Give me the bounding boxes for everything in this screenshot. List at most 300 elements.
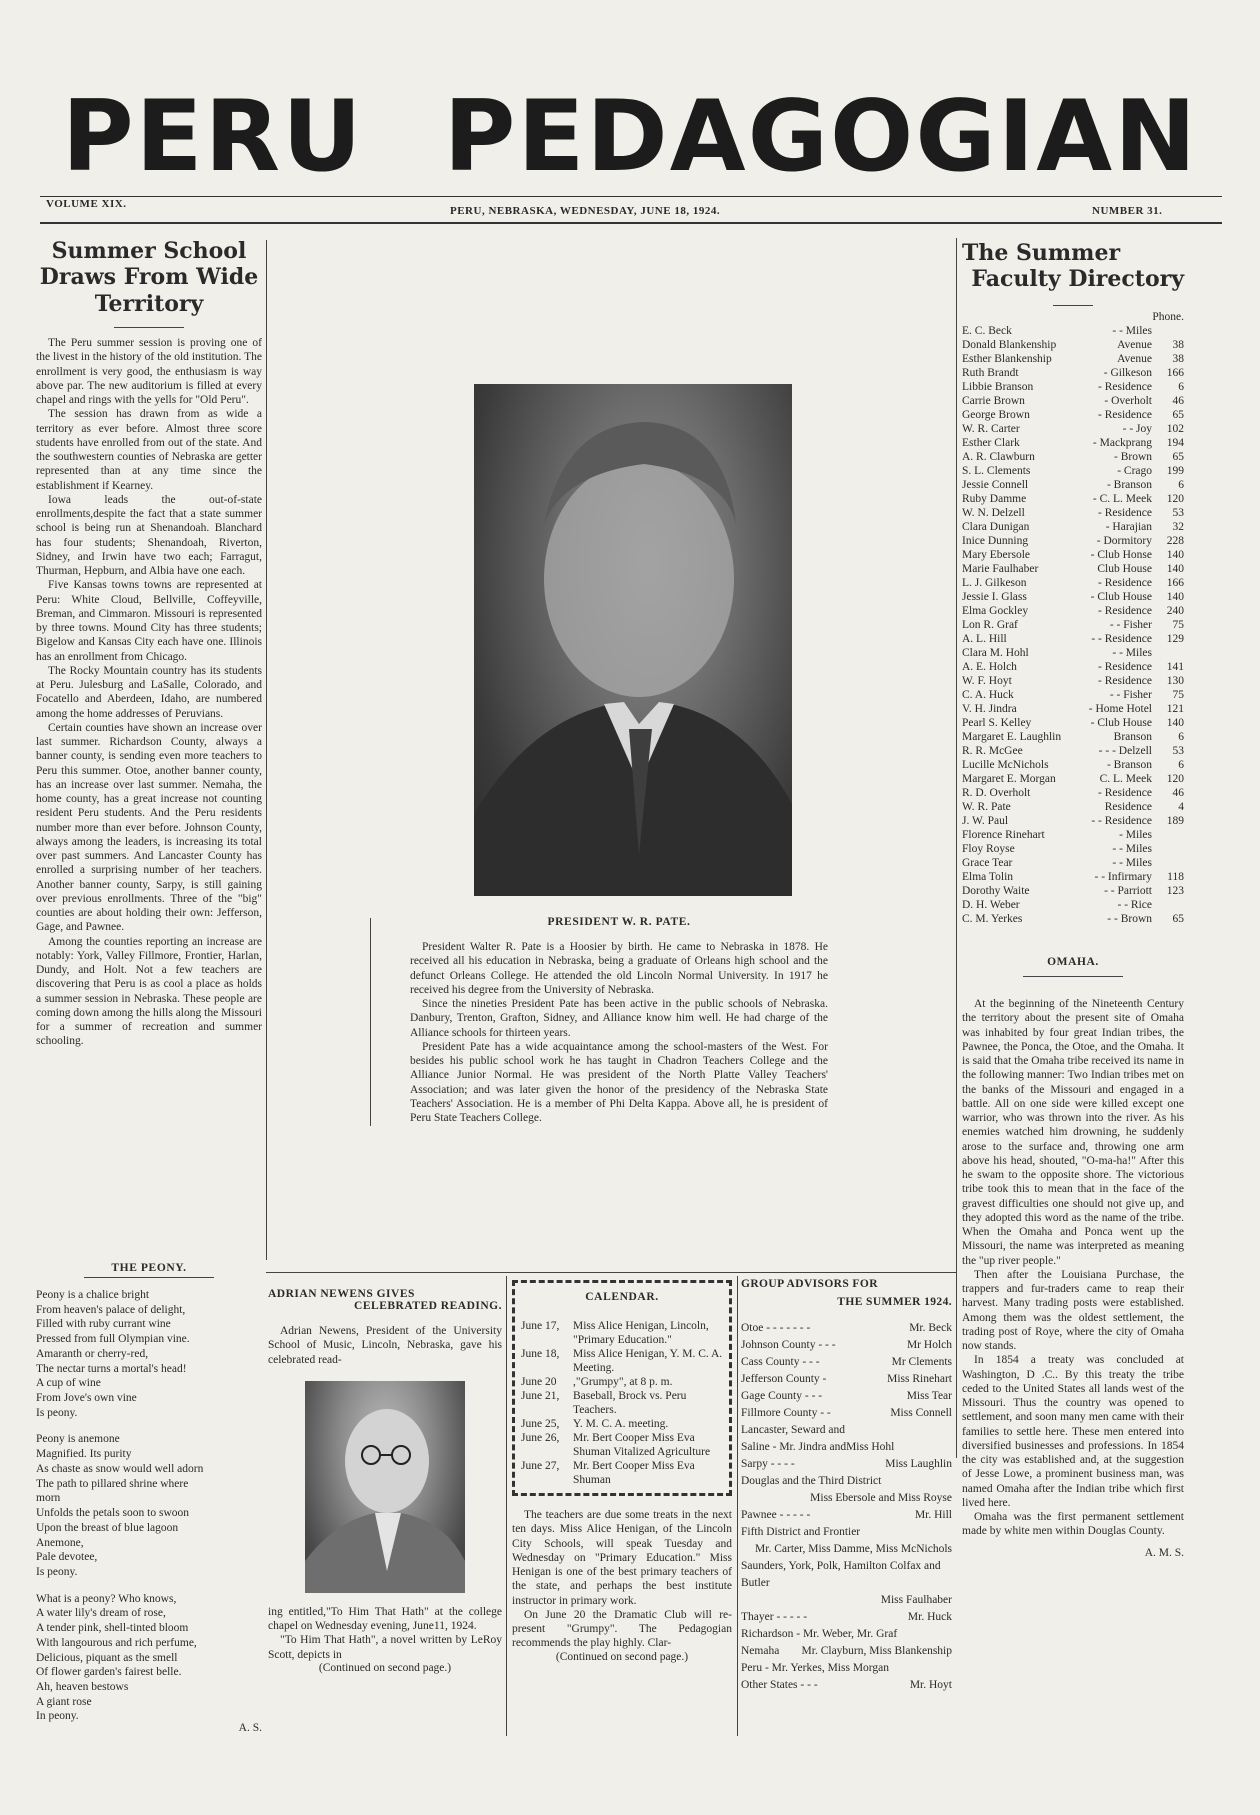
directory-location: - - Residence (1091, 632, 1152, 645)
faculty-directory (962, 240, 1184, 926)
directory-location: - - Fisher (1109, 618, 1152, 631)
advisor-row (741, 1524, 952, 1541)
peony-line: Peony is a chalice bright (36, 1289, 150, 1301)
directory-row (962, 870, 1184, 884)
directory-row (962, 702, 1184, 716)
directory-phone (1158, 842, 1184, 856)
advisor-row (741, 1456, 952, 1473)
advisor-row (741, 1609, 952, 1626)
advisor-row (741, 1320, 952, 1337)
advisors-list (741, 1320, 952, 1694)
directory-row (962, 800, 1184, 814)
directory-phone: 120 (1166, 492, 1184, 505)
advisor-name: Mr. Carter, Miss Damme, Miss McNichols (755, 1543, 952, 1555)
omaha-paragraph: In 1854 a treaty was concluded at Washington, D .C.. By this treaty the tribe ceded to the United States all lands west of the Missouri. Thus the country was opened to settlement, and soon many men came with their families to settle here. These men entered into diversified businesses and professions. In 1854 the city was established and, at the suggestion of Jesse Lowe, a prominent business man, was named Omaha after the Indian tribe which first lived here. (962, 1354, 1184, 1509)
directory-name: W. N. Delzell (962, 506, 1025, 519)
directory-phone: 75 (1172, 688, 1184, 701)
advisor-name: Miss Faulhaber (880, 1594, 952, 1606)
calendar-date: June 20 (521, 1376, 557, 1388)
directory-row (962, 618, 1184, 632)
directory-location: - Club Honse (1090, 548, 1152, 561)
peony-line: Anemone, (36, 1536, 84, 1549)
directory-phone: 6 (1178, 730, 1184, 743)
directory-phone (1158, 828, 1184, 842)
directory-name: Lucille McNichols (962, 758, 1049, 771)
directory-row (962, 422, 1184, 436)
directory-name: V. H. Jindra (962, 702, 1017, 715)
divider-calendar-advisors (737, 1276, 738, 1736)
directory-row (962, 856, 1184, 870)
calendar-event: Mr. Bert Cooper Miss Eva Shuman Vitalized Agriculture (573, 1432, 711, 1458)
directory-location: Avenue (1117, 352, 1152, 365)
advisor-group: Otoe - - - - - - - (741, 1322, 811, 1334)
peony-line: The nectar turns a mortal's head! (36, 1362, 187, 1375)
advisor-group: Jefferson County - (741, 1373, 827, 1385)
peony-line: Pressed from full Olympian vine. (36, 1333, 190, 1346)
peony-line: A tender pink, shell-tinted bloom (36, 1622, 189, 1635)
directory-phone: 32 (1172, 520, 1184, 533)
pate-paragraph: President Walter R. Pate is a Hoosier by birth. He came to Nebraska in 1878. He received all his education in Nebraska, being a graduate of Orleans high school and the defunct Orleans College. He attended the old Lincoln Normal University. In 1917 he received his degree from the University of Nebraska. (410, 941, 828, 996)
directory-phone: 75 (1172, 618, 1184, 631)
directory-phone: 4 (1178, 800, 1184, 813)
directory-location: - C. L. Meek (1092, 492, 1152, 505)
peony-stanza (36, 1432, 262, 1579)
directory-row (962, 884, 1184, 898)
directory-name: R. D. Overholt (962, 786, 1031, 799)
advisor-group: Lancaster, Seward and (741, 1424, 845, 1436)
directory-name: Lon R. Graf (962, 618, 1018, 631)
advisor-name: Miss Laughlin (885, 1458, 952, 1470)
directory-name: Pearl S. Kelley (962, 716, 1032, 729)
president-pate-photo (474, 384, 792, 896)
directory-row (962, 674, 1184, 688)
masthead-rule-top (40, 196, 1222, 197)
directory-name: Elma Gockley (962, 604, 1029, 617)
directory-row (962, 394, 1184, 408)
summer-school-paragraph: Iowa leads the out-of-state enrollments,despite the fact that a state summer school is being run at Shenandoah. Blanchard has four students; Shenandoah, Riverton, Sidney, and Irwin have two each; Farragut, Thurman, Hepburn, and Albia have one each. (36, 493, 262, 578)
advisor-row (741, 1490, 952, 1507)
directory-phone: 228 (1166, 534, 1184, 547)
directory-row (962, 660, 1184, 674)
peony-title: THE PEONY. (111, 1262, 187, 1274)
peony-line: From heaven's palace of delight, (36, 1303, 186, 1316)
advisors-title-line2: THE SUMMER 1924. (837, 1296, 952, 1308)
omaha-title: OMAHA. (1047, 956, 1099, 968)
directory-name: C. A. Huck (962, 688, 1014, 701)
directory-name: Donald Blankenship (962, 338, 1057, 351)
directory-phone: 166 (1166, 576, 1184, 589)
calendar-date: June 26, (521, 1432, 560, 1444)
directory-phone: 53 (1172, 744, 1184, 757)
newens-article (268, 1288, 502, 1674)
directory-row (962, 562, 1184, 576)
directory-location: - Branson (1106, 478, 1152, 491)
directory-name: Esther Blankenship (962, 352, 1052, 365)
directory-phone: 120 (1166, 772, 1184, 785)
advisor-group: Thayer - - - - - (741, 1611, 808, 1623)
calendar-title: CALENDAR. (585, 1291, 659, 1303)
directory-row (962, 338, 1184, 352)
directory-phone: 194 (1166, 436, 1184, 449)
calendar-box (512, 1280, 732, 1496)
summer-school-body (36, 336, 262, 1049)
directory-phone: 102 (1166, 422, 1184, 435)
directory-location: - - Parriott (1104, 884, 1152, 897)
directory-row (962, 814, 1184, 828)
masthead (0, 80, 1260, 194)
directory-name: Clara Dunigan (962, 520, 1030, 533)
directory-phone: 38 (1172, 338, 1184, 351)
directory-row (962, 352, 1184, 366)
calendar-entry (521, 1347, 723, 1375)
directory-name: Inice Dunning (962, 534, 1029, 547)
calendar-event: Baseball, Brock vs. Peru Teachers. (573, 1390, 687, 1416)
advisor-group: Sarpy - - - - (741, 1458, 795, 1470)
calendar-event: Miss Alice Henigan, Y. M. C. A. Meeting. (573, 1348, 723, 1374)
directory-row (962, 604, 1184, 618)
directory-location: - Residence (1098, 576, 1152, 589)
directory-name: Carrie Brown (962, 394, 1025, 407)
column-divider-right (956, 238, 957, 1458)
directory-location: - Mackprang (1092, 436, 1152, 449)
directory-row (962, 436, 1184, 450)
calendar-entry (521, 1389, 723, 1417)
directory-row (962, 744, 1184, 758)
advisor-name: Mr Clements (891, 1356, 952, 1368)
directory-name: Grace Tear (962, 856, 1013, 869)
directory-location: - - Joy (1122, 422, 1152, 435)
directory-name: A. R. Clawburn (962, 450, 1035, 463)
directory-phone: 240 (1166, 604, 1184, 617)
directory-name: Ruby Damme (962, 492, 1027, 505)
newens-title-line2: CELEBRATED READING. (354, 1300, 502, 1312)
directory-location: - - Rice (1117, 898, 1152, 911)
directory-name: D. H. Weber (962, 898, 1020, 911)
advisor-name: Mr. Huck (907, 1611, 952, 1623)
summer-school-title: Summer School Draws From Wide Territory (39, 238, 259, 317)
dateline-place-date: PERU, NEBRASKA, WEDNESDAY, JUNE 18, 1924. (450, 205, 721, 217)
advisor-name: Mr. Hoyt (909, 1679, 952, 1691)
directory-name: Florence Rinehart (962, 828, 1045, 841)
advisor-group: Other States - - - (741, 1679, 818, 1691)
directory-row (962, 478, 1184, 492)
directory-phone: 46 (1172, 394, 1184, 407)
directory-location: - Club House (1090, 590, 1152, 603)
directory-phone: 140 (1166, 548, 1184, 561)
directory-name: C. M. Yerkes (962, 912, 1023, 925)
pate-article (410, 916, 828, 1125)
advisor-group: Saline - Mr. Jindra andMiss Hohl (741, 1441, 895, 1453)
newens-body: ing entitled,"To Him That Hath" at the college chapel on Wednesday evening, June11, 1924. "To Him That Hath", a novel written by LeRoy Scott, depicts in (268, 1605, 502, 1661)
calendar-entry (521, 1319, 723, 1347)
peony-line: Filled with ruby currant wine (36, 1318, 171, 1331)
advisor-row (741, 1439, 952, 1456)
directory-name: W. R. Pate (962, 800, 1011, 813)
directory-row (962, 408, 1184, 422)
directory-name: Libbie Branson (962, 380, 1034, 393)
peony-line: Pale devotee, (36, 1551, 98, 1564)
portrait-silhouette (474, 384, 792, 896)
peony-line: A cup of wine (36, 1377, 101, 1390)
calendar-entries (521, 1319, 723, 1487)
summer-school-paragraph: Among the counties reporting an increase are notably: York, Valley Fillmore, Frontier, Harlan, Dundy, and Holt. Not a few teachers are discovering that Peru is as cool a place as holds a summer session in Nebraska. These people are coming down among the hills along the Missouri for a summer of recreation and summer schooling. (36, 935, 262, 1048)
directory-location: - Gilkeson (1103, 366, 1152, 379)
peony-line: Peony is anemone (36, 1433, 120, 1446)
directory-phone: 65 (1172, 408, 1184, 421)
peony-line: Ah, heaven bestows (36, 1680, 129, 1693)
peony-poem (36, 1262, 262, 1734)
masthead-rule-bottom (40, 222, 1222, 224)
directory-phone: 140 (1166, 562, 1184, 575)
directory-row (962, 366, 1184, 380)
directory-phone: 199 (1166, 464, 1184, 477)
pate-article-left-border (370, 918, 371, 1126)
directory-row (962, 534, 1184, 548)
directory-row (962, 590, 1184, 604)
directory-row (962, 772, 1184, 786)
advisor-row (741, 1643, 952, 1660)
directory-phone: 140 (1166, 590, 1184, 603)
directory-location: - Residence (1098, 408, 1152, 421)
directory-phone: 65 (1172, 912, 1184, 925)
advisor-group: Nemaha (741, 1645, 780, 1657)
advisor-group: Cass County - - - (741, 1356, 820, 1368)
advisor-name: Miss Connell (890, 1407, 952, 1419)
peony-line: With langourous and rich perfume, (36, 1636, 197, 1649)
directory-row (962, 576, 1184, 590)
directory-list (962, 324, 1184, 926)
directory-name: Margaret E. Laughlin (962, 730, 1062, 743)
pate-body (410, 940, 828, 1125)
directory-name: Elma Tolin (962, 870, 1014, 883)
omaha-signature: A. M. S. (1144, 1546, 1184, 1559)
calendar-date: June 25, (521, 1418, 560, 1430)
directory-phone: 46 (1172, 786, 1184, 799)
directory-phone: 65 (1172, 450, 1184, 463)
directory-location: Branson (1113, 730, 1152, 743)
directory-name: W. R. Carter (962, 422, 1020, 435)
directory-location: - Brown (1113, 450, 1152, 463)
directory-location: Club House (1097, 562, 1152, 575)
directory-location: - Overholt (1104, 394, 1152, 407)
advisor-group: Fifth District and Frontier (741, 1526, 861, 1538)
directory-location: - Club House (1090, 716, 1152, 729)
summer-school-paragraph: The Peru summer session is proving one of the livest in the history of the old institution. The enrollment is very good, the enthusiasm is way above par. The new auditorium is filled at every chapel and rings with the yells for "Old Peru". (36, 337, 262, 407)
advisor-row (741, 1388, 952, 1405)
advisor-row (741, 1337, 952, 1354)
calendar-event: Y. M. C. A. meeting. (573, 1418, 669, 1430)
advisor-row (741, 1371, 952, 1388)
directory-phone (1158, 856, 1184, 870)
directory-row (962, 506, 1184, 520)
directory-location: - Branson (1106, 758, 1152, 771)
directory-name: S. L. Clements (962, 464, 1031, 477)
omaha-paragraph: At the beginning of the Nineteenth Century the territory about the present site of Omaha was inhabited by four great Indian tribes, the Pawnee, the Ponca, the Otoe, and the Omaha. It is said that the Omaha tribe received its name in the following manner: Two Indian tribes met on the banks of the Missouri and engaged in a battle. All on one side were killed except one warrior, who was thrown into the river. As his enemies watched him drowning, he suddenly arose to the surface and, throwing one arm above his head, shouted, "O-ma-ha!" After this he swam to the opposite shore. The victorious tribe took this to mean that in the face of the gravest difficulties one should not give up, and they adopted this word as the name of the tribe. When the Omaha and Ponca went up the Missouri, the name was interpreted as meaning the "up river people." (962, 998, 1184, 1267)
advisor-name: Mr Holch (906, 1339, 952, 1351)
directory-name: Margaret E. Morgan (962, 772, 1056, 785)
peony-line: In peony. (36, 1710, 79, 1723)
peony-line: Of flower garden's fairest belle. (36, 1666, 182, 1679)
directory-phone: 166 (1166, 366, 1184, 379)
calendar-body: The teachers are due some treats in the next ten days. Miss Alice Henigan, of the Lincoln City Schools, will speak Tuesday and Wednesday on "Primary Education." Miss Henigan is one of the best primary teachers of the state, and perhaps the best institute instructor in primary work. On June 20 the Dramatic Club will re-present "Grumpy". The Pedagogian recommends the play highly. Clar- (512, 1509, 732, 1650)
summer-school-article (36, 238, 262, 1049)
directory-row (962, 380, 1184, 394)
peony-line: A water lily's dream of rose, (36, 1607, 166, 1620)
calendar-date: June 17, (521, 1320, 560, 1332)
directory-location: - - Miles (1112, 324, 1152, 337)
directory-location: - Crago (1117, 464, 1152, 477)
calendar-event: ,"Grumpy", at 8 p. m. (573, 1376, 673, 1388)
directory-row (962, 492, 1184, 506)
omaha-article (962, 956, 1184, 1559)
newens-title-line1: ADRIAN NEWENS GIVES (268, 1288, 415, 1300)
directory-name: Jessie I. Glass (962, 590, 1027, 603)
directory-name: Ruth Brandt (962, 366, 1019, 379)
directory-phone: 189 (1166, 814, 1184, 827)
directory-phone: 38 (1172, 352, 1184, 365)
advisor-group: Richardson - Mr. Weber, Mr. Graf (741, 1628, 898, 1640)
directory-row (962, 324, 1184, 338)
pate-paragraph: President Pate has a wide acquaintance among the school-masters of the West. For besides his public school work he has taught in Chadron Teachers College and the Alliance Junior Normal. He was president of the North Platte Valley Teachers' Association; and was later given the honor of the presidency of the Nebraska State Teachers' Association. He is a member of Phi Delta Kappa. Above all, he is president of Peru State Teachers College. (410, 1040, 828, 1124)
advisor-row (741, 1677, 952, 1694)
advisor-row (741, 1660, 952, 1677)
peony-line: Amaranth or cherry-red, (36, 1347, 149, 1360)
newens-intro: Adrian Newens, President of the University School of Music, Lincoln, Nebraska, gave his celebrated read- (268, 1325, 502, 1366)
advisor-group: Peru - Mr. Yerkes, Miss Morgan (741, 1662, 890, 1674)
peony-stanza (36, 1288, 262, 1420)
directory-name: Mary Ebersole (962, 548, 1031, 561)
peony-line: morn (36, 1492, 61, 1505)
pate-caption: PRESIDENT W. R. PATE. (547, 916, 691, 928)
directory-phone: 6 (1178, 758, 1184, 771)
advisor-group: Johnson County - - - (741, 1339, 836, 1351)
directory-name: Esther Clark (962, 436, 1020, 449)
directory-location: - - Miles (1112, 856, 1152, 869)
advisor-group: Saunders, York, Polk, Hamilton Colfax and Butler (741, 1560, 941, 1589)
directory-phone: 140 (1166, 716, 1184, 729)
calendar-entry (521, 1431, 723, 1459)
advisor-row (741, 1507, 952, 1524)
directory-name: Clara M. Hohl (962, 646, 1029, 659)
calendar-date: June 18, (521, 1348, 560, 1360)
directory-location: - Dormitory (1096, 534, 1152, 547)
summer-school-paragraph: Certain counties have shown an increase over last summer. Richardson County, always a banner county, is sending even more teachers to Peru this summer. Otoe, another banner county, has an increase over last summer. Nemaha, the home county, has a great increase not counting resident Peru students. And the Peru residents number more than ever before. Johnson County, always among the leaders, is increasing its total over past summers. And Lancaster County has enrolled a surprising number of her teachers. Another banner county, Sarpy, is still gaining over previous enrollments. Three of the "big" counties are about holding their own: Jefferson, Gage, and Pawnee. (36, 721, 262, 934)
directory-location: - Residence (1098, 380, 1152, 393)
directory-location: - Miles (1119, 828, 1152, 841)
omaha-paragraph: Omaha was the first permanent settlement made by white men within Douglas County. (962, 1511, 1184, 1538)
calendar-event: Miss Alice Henigan, Lincoln, "Primary Education." (573, 1320, 709, 1346)
peony-line: The path to pillared shrine where (36, 1477, 189, 1490)
calendar-entry (521, 1417, 723, 1431)
summer-school-paragraph: The Rocky Mountain country has its students at Peru. Julesburg and LaSalle, Colorado, and Focatello and Aberdeen, Idaho, are numbered among the home addresses of Peruvians. (36, 664, 262, 720)
directory-location: - - Fisher (1109, 688, 1152, 701)
directory-row (962, 450, 1184, 464)
peony-line: What is a peony? Who knows, (36, 1592, 177, 1605)
directory-name: Floy Royse (962, 842, 1015, 855)
directory-phone: 123 (1166, 884, 1184, 897)
calendar-article (512, 1280, 732, 1663)
advisor-row (741, 1405, 952, 1422)
advisor-row (741, 1626, 952, 1643)
peony-signature: A. S. (238, 1722, 262, 1735)
directory-row (962, 758, 1184, 772)
directory-phone: 6 (1178, 380, 1184, 393)
directory-row (962, 786, 1184, 800)
directory-location: - Residence (1098, 604, 1152, 617)
summer-school-paragraph: Five Kansas towns towns are represented at Peru: White Cloud, Bellville, Coffeyville, Breman, and Cimmaron. Missouri is represented by three towns. Mound City has three students; Bigelow and Kansas City each have one. Illinois has an enrollment from Chicago. (36, 579, 262, 663)
directory-name: Marie Faulhaber (962, 562, 1039, 575)
bottom-row-rule (266, 1272, 956, 1273)
advisor-name: Miss Tear (906, 1390, 952, 1402)
directory-name: R. R. McGee (962, 744, 1023, 757)
directory-name: W. F. Hoyt (962, 674, 1012, 687)
directory-location: - Harajian (1105, 520, 1152, 533)
advisor-name: Miss Rinehart (887, 1373, 952, 1385)
directory-row (962, 548, 1184, 562)
directory-row (962, 646, 1184, 660)
advisor-group: Douglas and the Third District (741, 1475, 882, 1487)
peony-line: Is peony. (36, 1565, 78, 1578)
directory-row (962, 688, 1184, 702)
directory-row (962, 632, 1184, 646)
directory-phone: 129 (1166, 632, 1184, 645)
directory-name: George Brown (962, 408, 1030, 421)
advisor-group: Gage County - - - (741, 1390, 823, 1402)
omaha-body (962, 997, 1184, 1539)
advisor-name: Mr. Hill (914, 1509, 952, 1521)
advisor-name: Mr. Beck (909, 1322, 952, 1334)
peony-line: Upon the breast of blue lagoon (36, 1521, 179, 1534)
directory-location: - - Miles (1112, 842, 1152, 855)
directory-location: - Residence (1098, 506, 1152, 519)
directory-location: - - Residence (1091, 814, 1152, 827)
directory-phone: 118 (1167, 870, 1184, 883)
calendar-entry (521, 1375, 723, 1389)
directory-phone: 121 (1166, 702, 1184, 715)
directory-phone (1158, 646, 1184, 660)
directory-location: - - Infirmary (1094, 870, 1152, 883)
omaha-paragraph: Then after the Louisiana Purchase, the trappers and fur-traders came to reap their harvest. Many trading posts were established. Among them was the oldest settlement, the trading post of Roye, where the city of Omaha now stands. (962, 1268, 1184, 1352)
directory-location: Avenue (1117, 338, 1152, 351)
advisor-row (741, 1558, 952, 1592)
masthead-word-pedagogian: PEDAGOGIAN (443, 80, 1199, 194)
directory-location: - Residence (1098, 660, 1152, 673)
newens-continued: (Continued on second page.) (318, 1661, 452, 1674)
directory-row (962, 898, 1184, 912)
directory-row (962, 730, 1184, 744)
advisor-group: Fillmore County - - (741, 1407, 831, 1419)
directory-location: - Residence (1098, 674, 1152, 687)
calendar-date: June 27, (521, 1460, 560, 1472)
group-advisors (741, 1278, 952, 1694)
directory-name: Dorothy Waite (962, 884, 1030, 897)
peony-line: Unfolds the petals soon to swoon (36, 1507, 190, 1520)
advisor-row (741, 1354, 952, 1371)
newens-silhouette (305, 1381, 465, 1593)
advisor-name: Mr. Clayburn, Miss Blankenship (801, 1645, 952, 1657)
directory-phone: 130 (1166, 674, 1184, 687)
advisor-row (741, 1592, 952, 1609)
calendar-event: Mr. Bert Cooper Miss Eva Shuman (573, 1460, 695, 1486)
summer-school-paragraph: The session has drawn from as wide a territory as ever before. Almost three score students have enrolled from out of the state. And the southwestern counties of Nebraska are getter represented than at any time since the establishment if Kearney. (36, 408, 262, 492)
adrian-newens-photo (305, 1381, 465, 1593)
directory-row (962, 842, 1184, 856)
directory-name: J. W. Paul (962, 814, 1009, 827)
directory-name: Jessie Connell (962, 478, 1029, 491)
calendar-date: June 21, (521, 1390, 560, 1402)
peony-line: A giant rose (36, 1695, 92, 1708)
masthead-word-peru: PERU (61, 80, 364, 194)
